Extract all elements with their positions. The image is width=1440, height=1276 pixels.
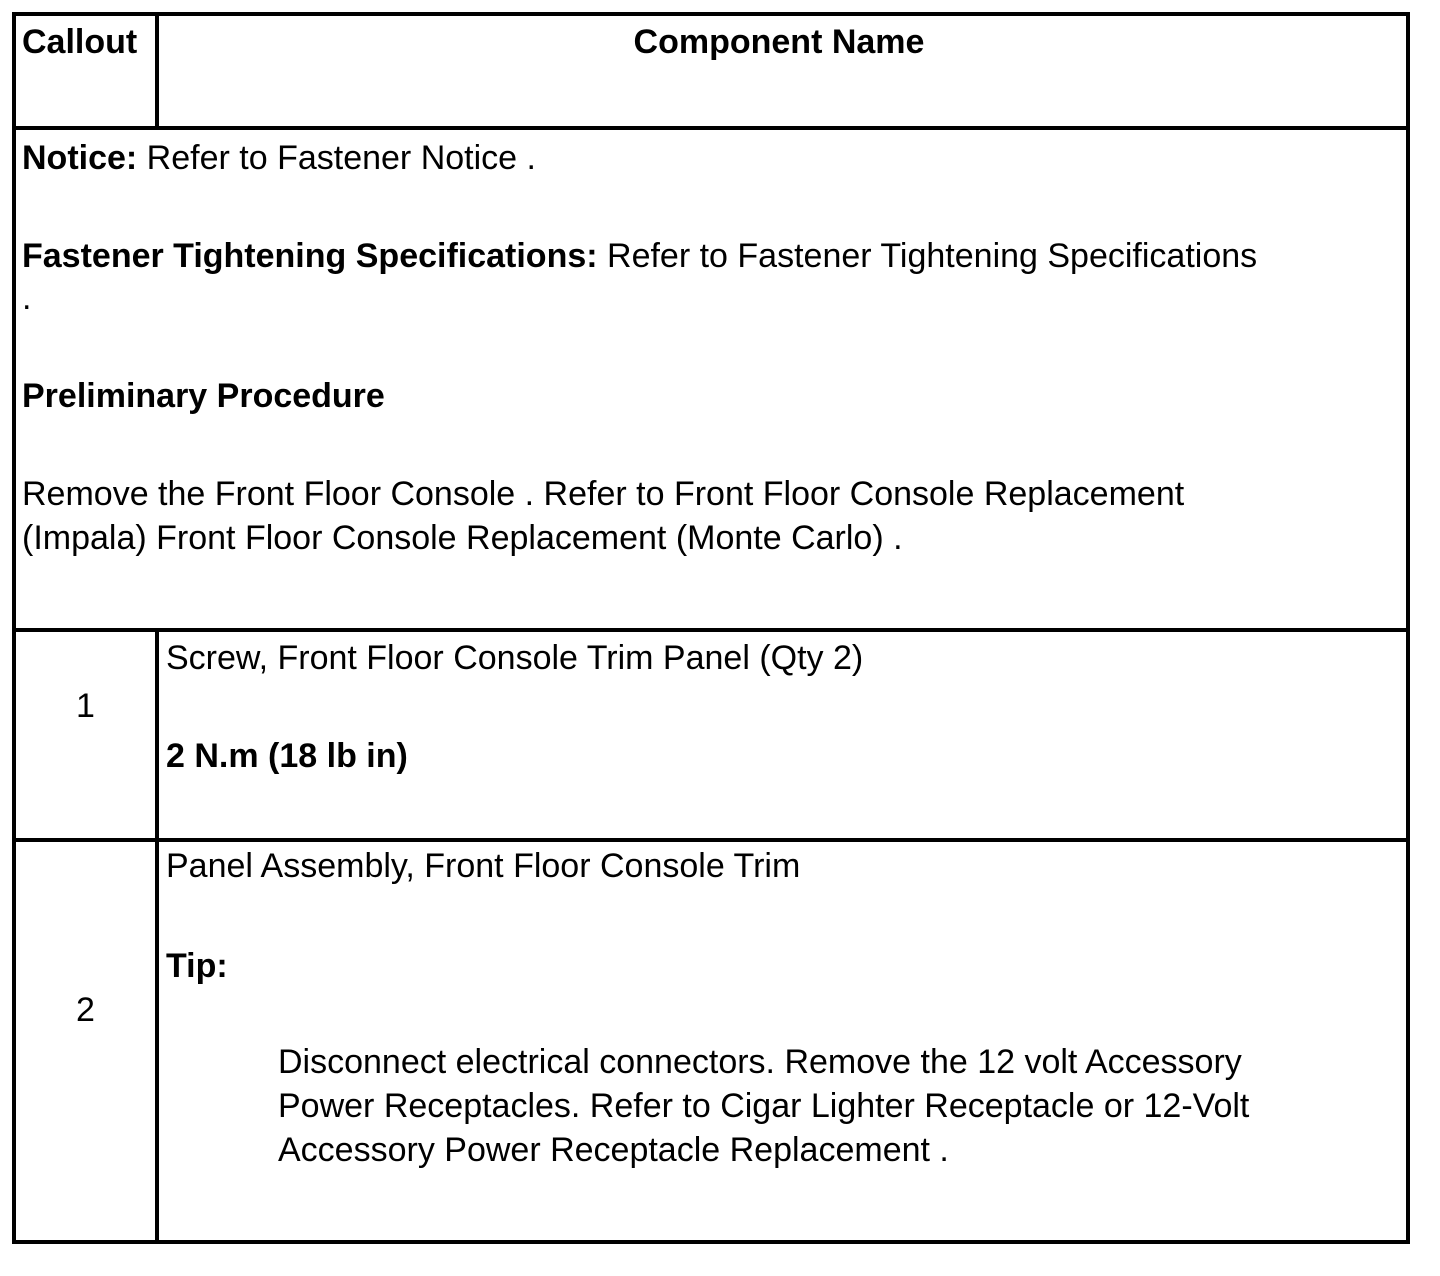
row-1-callout: 1 — [76, 687, 95, 725]
row-2-tip-line-2: Power Receptacles. Refer to Cigar Lighter Receptacle or 12-Volt — [278, 1087, 1250, 1125]
row-2-component — [166, 844, 1396, 1172]
preliminary-text-line-1: Remove the Front Floor Console . Refer to Front Floor Console Replacement — [22, 475, 1185, 513]
row-2-name: Panel Assembly, Front Floor Console Trim — [166, 847, 801, 885]
row-2-tip-line-3: Accessory Power Receptacle Replacement . — [278, 1131, 949, 1169]
fastener-trailing: . — [22, 279, 32, 317]
notice-line — [22, 136, 1402, 180]
preliminary-text-line-2: (Impala) Front Floor Console Replacement (Monte Carlo) . — [22, 519, 903, 557]
fastener-line — [22, 234, 1402, 278]
header-component-name: Component Name — [633, 23, 925, 61]
fastener-text: Refer to Fastener Tightening Specifications — [597, 237, 1258, 275]
preliminary-heading: Preliminary Procedure — [22, 377, 385, 415]
notes-block — [22, 136, 1402, 560]
row-2-callout: 2 — [76, 991, 95, 1029]
component-table — [12, 12, 1410, 1244]
column-divider-rows — [155, 628, 159, 1244]
row-2-tip-line-1: Disconnect electrical connectors. Remove the 12 volt Accessory — [278, 1043, 1242, 1081]
row-1-component — [166, 636, 1396, 778]
notes-divider — [16, 628, 1406, 632]
notice-text: Refer to Fastener Notice . — [137, 139, 536, 177]
fastener-label: Fastener Tightening Specifications: — [22, 237, 598, 275]
header-divider — [16, 126, 1406, 130]
notice-label: Notice: — [22, 139, 138, 177]
row-2-tip-text — [166, 1040, 1396, 1172]
row-1-name: Screw, Front Floor Console Trim Panel (Qty 2) — [166, 639, 864, 677]
row-2-tip-label: Tip: — [166, 947, 228, 985]
header-callout: Callout — [22, 23, 138, 61]
row-divider — [16, 838, 1406, 842]
row-1-torque: 2 N.m (18 lb in) — [166, 737, 408, 775]
